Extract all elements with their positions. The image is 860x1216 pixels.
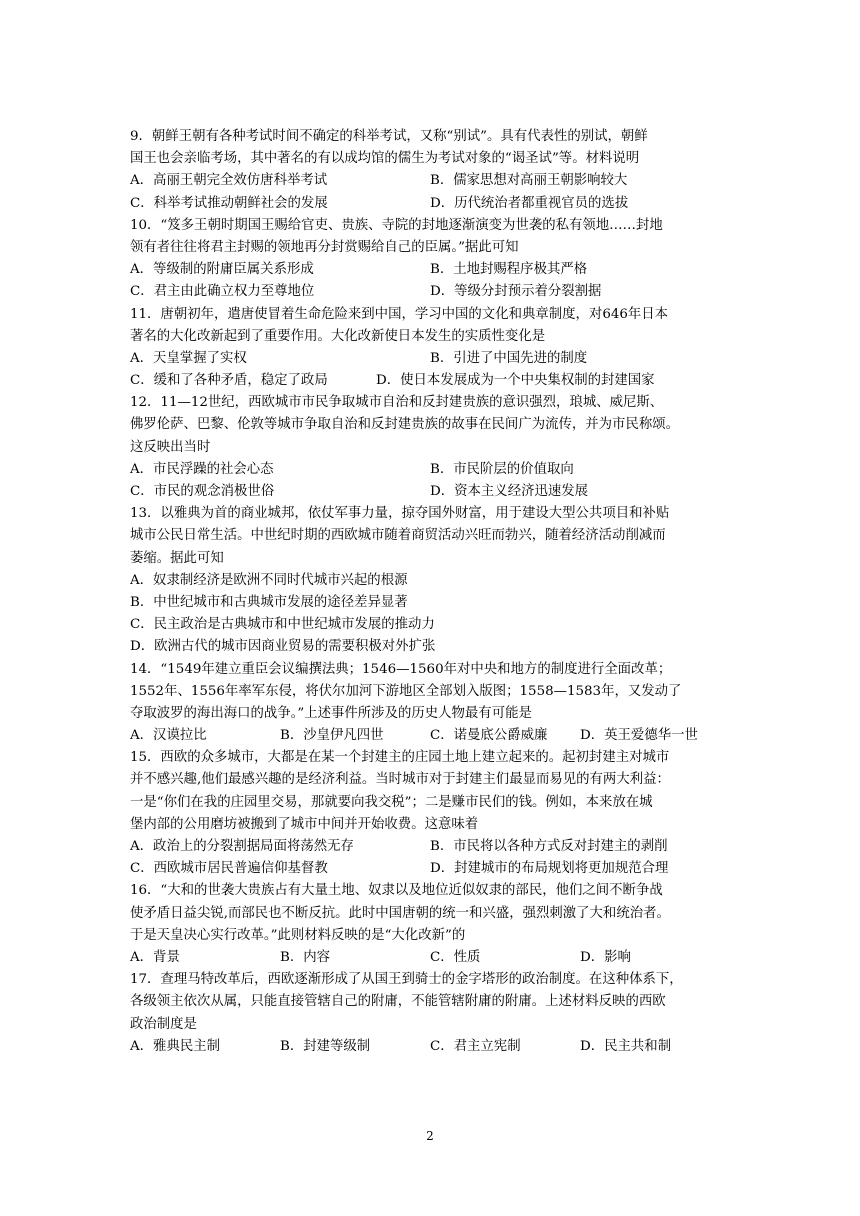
option-d: D．封建城市的布局规划将更加规范合理 (430, 861, 669, 877)
question-16 (130, 880, 730, 969)
question-stem-line: 10．“笈多王朝时期国王赐给官吏、贵族、寺院的封地逐渐演变为世袭的私有领地……封地 (130, 217, 663, 233)
question-stem-line: 13．以雅典为首的商业城邦，依仗军事力量，掠夺国外财富，用于建设大型公共项目和补贴 (130, 506, 670, 522)
option-c: C．民主政治是古典城市和中世纪城市发展的推动力 (130, 617, 435, 633)
question-stem-line: 并不感兴趣,他们最感兴趣的是经济利益。当时城市对于封建主们最显而易见的有两大利益： (130, 772, 670, 788)
option-c: C．诺曼底公爵威廉 (430, 728, 548, 744)
option-a: A．等级制的附庸臣属关系形成 (130, 262, 314, 278)
option-d: D．影响 (580, 949, 631, 965)
option-c: C．性质 (430, 949, 481, 965)
question-10 (130, 215, 730, 304)
question-stem-line: 于是天皇决心实行改革。”此则材料反映的是“大化改新”的 (130, 927, 466, 943)
question-14 (130, 659, 730, 748)
option-b: B．市民将以各种方式反对封建主的剥削 (430, 839, 668, 854)
question-stem-line: 国王也会亲临考场，其中著名的有以成均馆的儒生为考试对象的“谒圣试”等。材料说明 (130, 151, 640, 167)
question-stem-line: 这反映出当时 (130, 439, 211, 455)
question-stem-line: 16．“大和的世袭大贵族占有大量土地、奴隶以及地位近似奴隶的部民，他们之间不断争战 (130, 883, 663, 899)
option-d: D．资本主义经济迅速发展 (430, 484, 589, 499)
question-stem-line: 政治制度是 (130, 1016, 197, 1032)
question-stem-line: 佛罗伦萨、巴黎、伦敦等城市争取自治和反封建贵族的故事在民间广为流传，并为市民称颂。 (130, 417, 680, 433)
option-d: D．民主共和制 (580, 1038, 672, 1054)
option-a: A．天皇掌握了实权 (130, 350, 247, 366)
question-stem-line: 萎缩。据此可知 (130, 550, 224, 566)
option-b: B．封建等级制 (280, 1038, 371, 1054)
option-b: B．沙皇伊凡四世 (280, 728, 384, 744)
question-stem-line: 12．11—12世纪，西欧城市市民争取城市自治和反封建贵族的意识强烈，琅城、威尼斯、 (130, 395, 664, 411)
question-stem-line: 夺取波罗的海出海口的战争。”上述事件所涉及的历史人物最有可能是 (130, 705, 532, 721)
page-number: 2 (426, 1129, 434, 1143)
question-stem-line: 领有者往往将君主封赐的领地再分封赏赐给自己的臣属。”据此可知 (130, 239, 519, 255)
question-stem-line: 使矛盾日益尖锐,而部民也不断反抗。此时中国唐朝的统一和兴盛，强烈刺激了大和统治者。 (130, 905, 670, 921)
option-a: A．背景 (130, 949, 180, 965)
question-stem-line: 各级领主依次从属，只能直接管辖自己的附庸，不能管辖附庸的附庸。上述材料反映的西欧 (130, 994, 666, 1010)
option-c: C．君主由此确立权力至尊地位 (130, 284, 315, 300)
question-11 (130, 304, 730, 393)
option-b: B．中世纪城市和古典城市发展的途径差异显著 (130, 594, 408, 610)
option-c: C．缓和了各种矛盾，稳定了政局 (130, 373, 328, 389)
option-b: B．内容 (280, 949, 331, 965)
option-a: A．汉谟拉比 (130, 728, 207, 744)
question-17 (130, 969, 730, 1058)
question-stem-line: 著名的大化改新起到了重要作用。大化改新使日本发生的实质性变化是 (130, 328, 546, 344)
question-stem-line: 1552年、1556年率军东侵，将伏尔加河下游地区全部划入版图；1558—1583年，又发动了 (130, 683, 682, 699)
option-b: B．儒家思想对高丽王朝影响较大 (430, 173, 628, 189)
option-a: A．雅典民主制 (130, 1038, 221, 1054)
question-9 (130, 126, 730, 215)
option-b: B．土地封赐程序极其严格 (430, 262, 588, 278)
question-stem-line: 9．朝鲜王朝有各种考试时间不确定的科举考试，又称“别试”。具有代表性的别试，朝鲜 (130, 129, 648, 144)
question-stem-line: 14．“1549年建立重臣会议编撰法典；1546—1560年对中央和地方的制度进行全面改革； (130, 661, 672, 677)
option-d: D．使日本发展成为一个中央集权制的封建国家 (376, 373, 655, 389)
question-stem-line: 堡内部的公用磨坊被搬到了城市中间并开始收费。这意味着 (130, 816, 479, 832)
question-stem-line: 11．唐朝初年，遣唐使冒着生命危险来到中国，学习中国的文化和典章制度，对646年日本 (130, 306, 669, 322)
option-a: A．高丽王朝完全效仿唐科举考试 (130, 173, 328, 189)
question-page (130, 126, 730, 1058)
option-c: C．君主立宪制 (430, 1038, 521, 1054)
option-d: D．等级分封预示着分裂割据 (430, 284, 602, 300)
option-c: C．科举考试推动朝鲜社会的发展 (130, 195, 328, 211)
option-d: D．历代统治者都重视官员的选拔 (430, 195, 629, 211)
option-d: D．欧洲古代的城市因商业贸易的需要积极对外扩张 (130, 639, 436, 655)
question-stem-line: 一是“你们在我的庄园里交易，那就要向我交税”；二是赚市民们的钱。例如，本来放在城 (130, 794, 653, 810)
option-b: B．市民阶层的价值取向 (430, 461, 574, 477)
option-c: C．市民的观念消极世俗 (130, 484, 275, 499)
option-a: A．奴隶制经济是欧洲不同时代城市兴起的根源 (130, 572, 408, 588)
question-stem-line: 城市公民日常生活。中世纪时期的西欧城市随着商贸活动兴旺而勃兴，随着经济活动削减而 (130, 528, 666, 544)
question-15 (130, 747, 730, 880)
question-stem-line: 17．查理马特改革后，西欧逐渐形成了从国王到骑士的金字塔形的政治制度。在这种体系下， (130, 972, 683, 988)
question-12 (130, 392, 730, 503)
question-stem-line: 15．西欧的众多城市，大都是在某一个封建主的庄园土地上建立起来的。起初封建主对城市 (130, 750, 670, 766)
question-13 (130, 503, 730, 658)
option-b: B．引进了中国先进的制度 (430, 350, 588, 366)
option-c: C．西欧城市居民普遍信仰基督教 (130, 861, 328, 877)
option-d: D．英王爱德华一世 (580, 728, 698, 744)
option-a: A．市民浮躁的社会心态 (130, 461, 274, 477)
option-a: A．政治上的分裂割据局面将荡然无存 (130, 839, 354, 854)
